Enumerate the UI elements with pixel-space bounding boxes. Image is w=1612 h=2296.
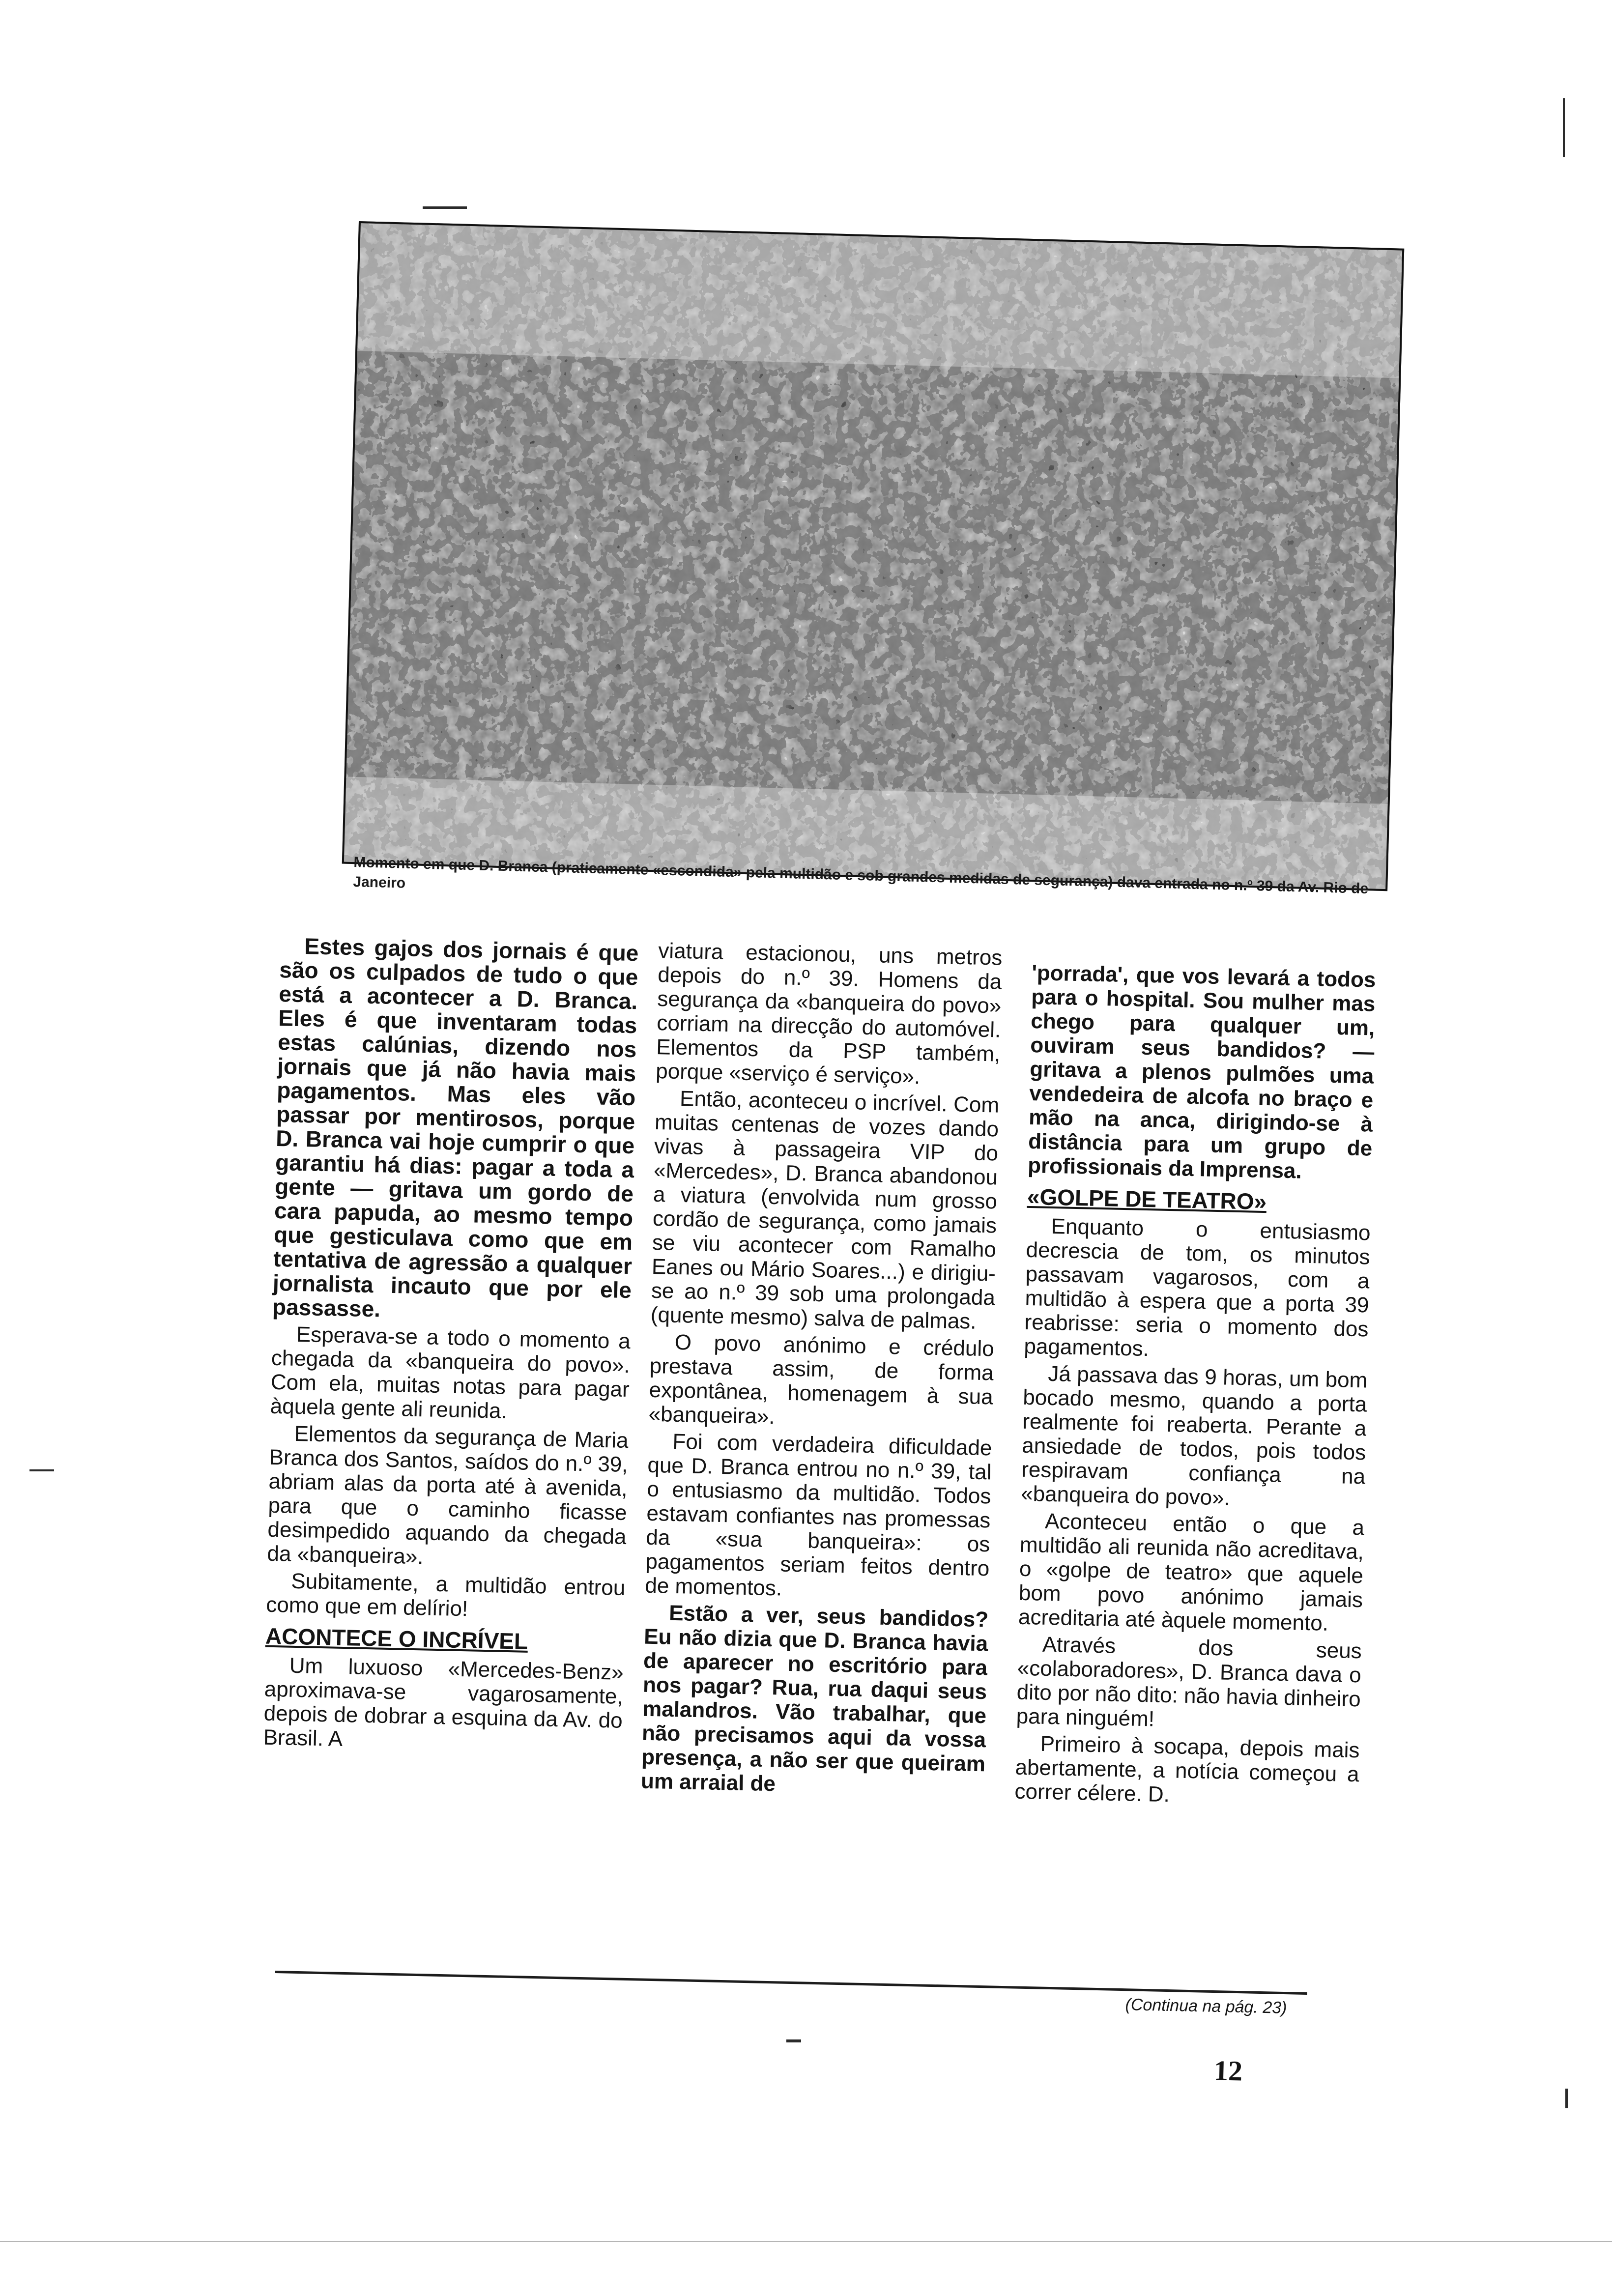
column3-paragraph: Através dos seus «colaboradores», D. Branca dava o dito por não dito: não havia dinheiro para ninguém! [1016, 1632, 1362, 1731]
column1-paragraph: Subitamente, a multidão entrou como que em delírio! [265, 1569, 626, 1621]
article-column-3 [1014, 961, 1376, 1813]
crowd-photo [342, 221, 1405, 891]
column1-paragraph: Estes gajos dos jornais é que são os culpados de tudo o que está a acontecer a D. Branca. Eles é que inventaram todas estas calúnias, dizendo nos jornais que já não havia mais pagamentos. Mas eles vão passar por mentirosos, porque D. Branca vai hoje cumprir o que garantiu há dias: pagar a toda a gente — gritava um gordo de cara papuda, ao mesmo tempo que gesticulava como que em tentativa de agressão a qualquer jornalista incauto que por ele passasse. [272, 933, 639, 1322]
column3-paragraph: Primeiro à socapa, depois mais abertamente, a notícia começou a correr célere. D. [1014, 1731, 1360, 1807]
column2-paragraph: O povo anónimo e crédulo prestava assim, de forma expontânea, homenagem à sua «banqueira». [648, 1330, 995, 1429]
scan-speck [29, 1469, 54, 1471]
column1-paragraph: Elementos da segurança de Maria Branca dos Santos, saídos do n.º 39, abriam alas da porta até à avenida, para que o caminho ficasse desimpedido aquando da chegada da «banqueira». [267, 1421, 629, 1569]
article-column-2 [640, 939, 1002, 1803]
column2-paragraph: viatura estacionou, uns metros depois do n.º 39. Homens da segurança da «banqueira do povo» corriam na direcção do automóvel. Elementos da PSP também, porque «serviço é serviço». [655, 939, 1003, 1089]
scan-speck [1563, 98, 1565, 157]
article-column-1 [263, 934, 639, 1760]
crowd-photo-image [344, 223, 1402, 889]
column3-paragraph: 'porrada', que vos levará a todos para o hospital. Sou mulher mas chego para qualquer um, ouviram seus bandidos? — gritava a plenos pulmões uma vendedeira de alcofa no braço e mão na anca, dirigindo-se à distância para um grupo de profissionais da Imprensa. [1027, 961, 1376, 1183]
column3-paragraph: Aconteceu então o que a multidão ali reunida não acreditava, o «golpe de teatro» que aquele bom povo anónimo jamais acreditaria até àquele momento. [1018, 1509, 1365, 1636]
column1-paragraph: Esperava-se a todo o momento a chegada da «banqueira do povo». Com ela, muitas notas para pagar àquela gente ali reunida. [270, 1322, 631, 1423]
column3-paragraph: Enquanto o entusiasmo decrescia de tom, os minutos passavam vagarosos, com a multidão à espera que a porta 39 reabrisse: seria o momento dos pagamentos. [1024, 1214, 1371, 1361]
subheading-golpe-de-teatro: «GOLPE DE TEATRO» [1027, 1183, 1267, 1215]
column2-paragraph: Estão a ver, seus bandidos? Eu não dizia que D. Branca havia de aparecer no escritório para nos pagar? Rua, rua daqui seus malandros. Vão trabalhar, que não precisamos aqui da vossa presença, a não ser que queiram um arraial de [640, 1601, 989, 1796]
continued-note: (Continua na pág. 23) [1125, 1995, 1287, 2017]
scan-speck [0, 2241, 1612, 2242]
column2-paragraph: Foi com verdadeira dificuldade que D. Branca entrou no n.º 39, tal o entusiasmo da multidão. Todos estavam confiantes nas promessas da «sua banqueira»: os pagamentos seriam feitos dentro de momentos. [644, 1429, 992, 1601]
scan-speck [1565, 2089, 1568, 2108]
subheading-acontece: ACONTECE O INCRÍVEL [265, 1623, 528, 1654]
column2-paragraph: Então, aconteceu o incrível. Com muitas centenas de vozes dando vivas à passageira VIP do «Mercedes», D. Branca abandonou a viatura (envolvida num grosso cordão de segurança, como jamais se viu acontecer com Ramalho Eanes ou Mário Soares...) e dirigiu-se ao n.º 39 sob uma prolongada (quente mesmo) salva de palmas. [650, 1086, 1000, 1334]
column3-paragraph: Já passava das 9 horas, um bom bocado mesmo, quando a porta realmente foi reaberta. Perante a ansiedade de todos, pois todos respiravam confiança na «banqueira do povo». [1020, 1361, 1368, 1510]
photo-caption: Momento em que D. Branca (praticamente «escondida» pela multidão e sob grandes medidas de segurança) dava entrada no n.º 39 da Av. Rio de Janeiro [353, 854, 1369, 897]
scan-speck [423, 206, 467, 209]
column1-paragraph: Um luxuoso «Mercedes-Benz» aproximava-se vagarosamente, depois de dobrar a esquina da Av. do Brasil. A [263, 1653, 624, 1751]
scan-speck [786, 2039, 801, 2042]
bottom-rule [275, 1971, 1307, 1995]
page-number: 12 [1213, 2054, 1243, 2087]
